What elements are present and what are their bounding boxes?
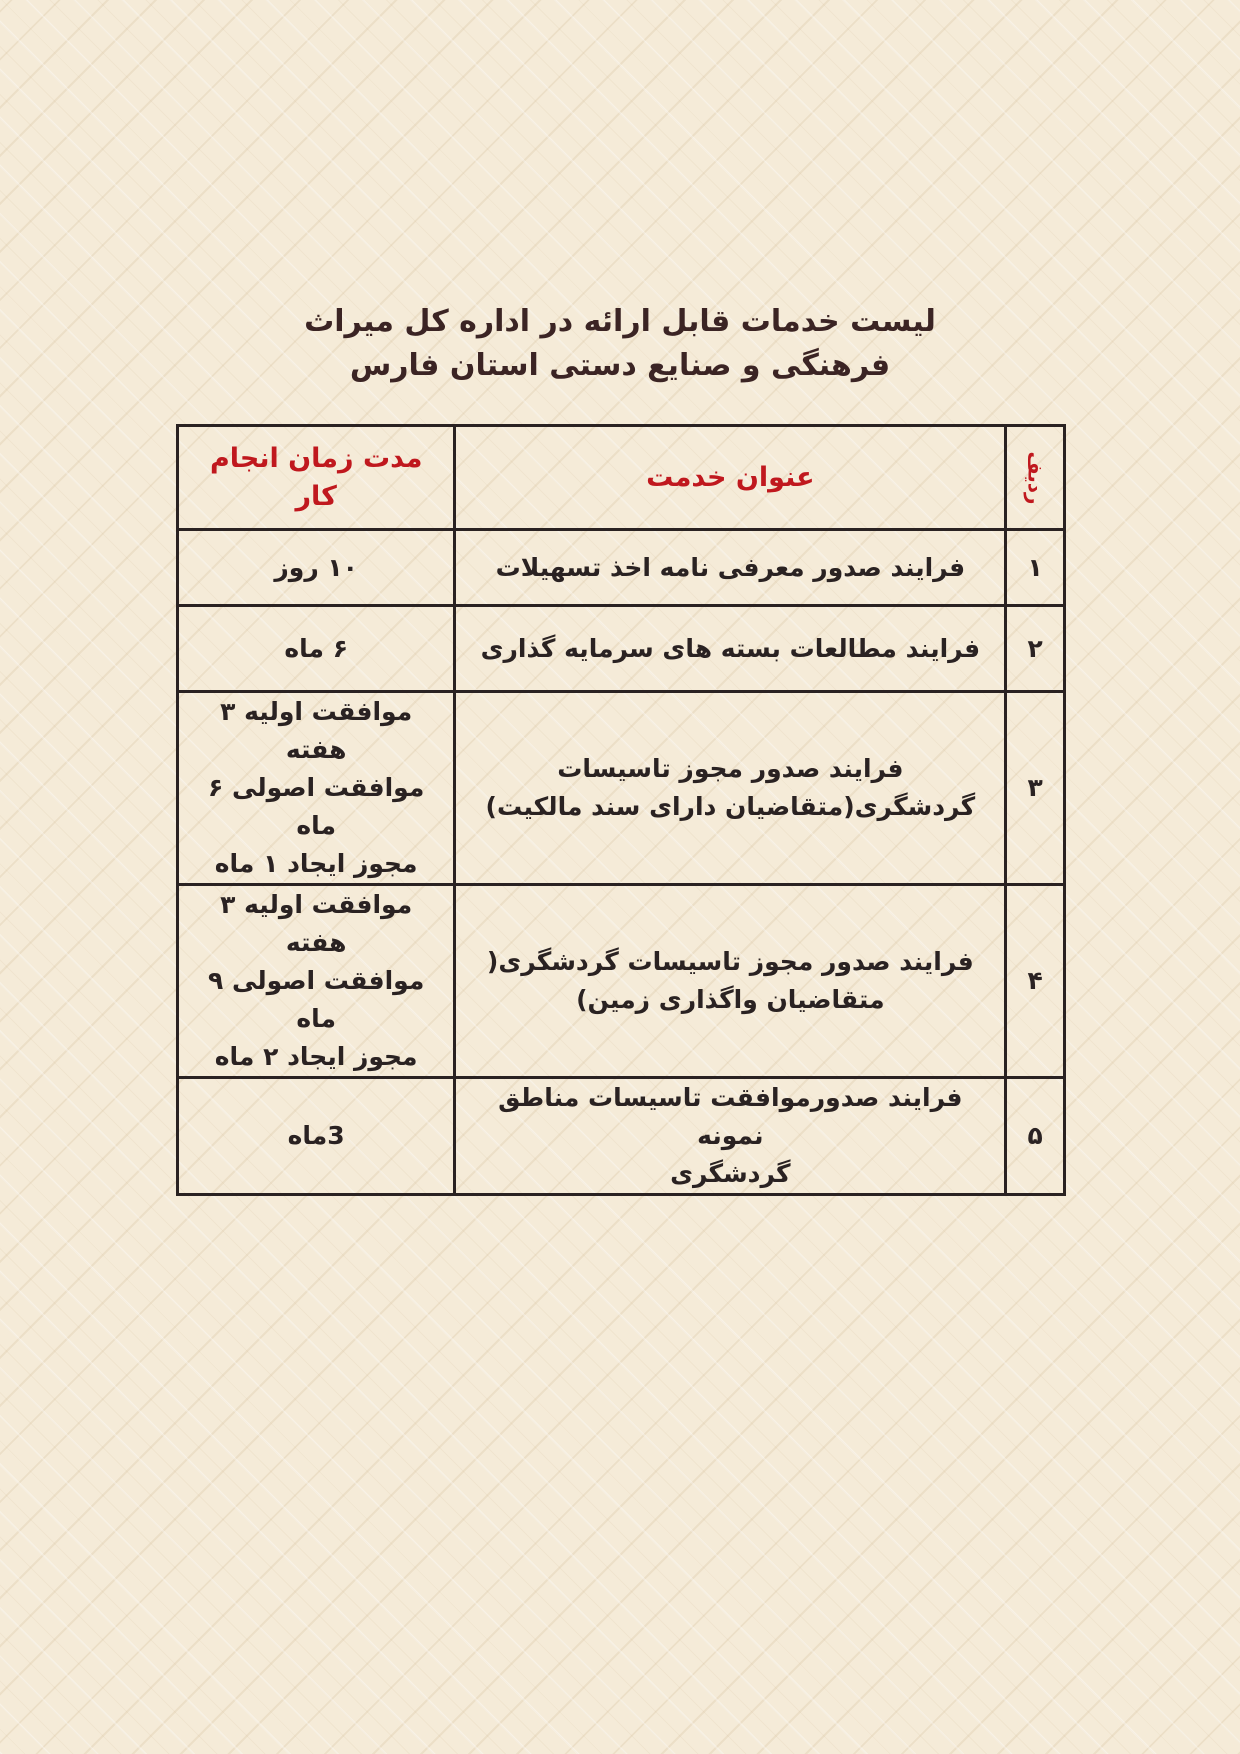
duration-line: موافقت اصولی ۶ ماه [208,773,425,840]
duration [178,606,455,692]
title-line-2: فرهنگی و صنایع دستی استان فارس [349,348,891,383]
row-number: ۴ [1006,885,1065,1078]
row-number: ۲ [1006,606,1065,692]
duration-line: مجوز ایجاد ۱ ماه [214,849,418,878]
service-title-line: فرایند صدور مجوز تاسیسات [557,754,904,783]
duration [178,692,455,885]
table-row [178,1078,1065,1195]
duration-line: ۱۰ روز [274,552,358,582]
service-title-line: فرایند صدور معرفی نامه اخذ تسهیلات [495,552,966,582]
service-title [455,1078,1006,1195]
duration-line: موافقت اصولی ۹ ماه [208,966,425,1033]
table-header-row [178,426,1065,530]
header-service-title: عنوان خدمت [455,426,1006,530]
service-title [455,530,1006,606]
row-number: ۳ [1006,692,1065,885]
header-row-number: ردیف [1006,426,1065,530]
service-title-line: گردشگری [670,1159,791,1188]
duration-line: 3ماه [287,1121,345,1150]
service-title [455,606,1006,692]
duration [178,530,455,606]
service-title-line: فرایند صدور مجوز تاسیسات گردشگری( [486,947,974,976]
duration-line: ۶ ماه [284,633,348,663]
table-row [178,530,1065,606]
title-line-1: لیست خدمات قابل ارائه در اداره کل میراث [304,304,936,339]
header-duration: مدت زمان انجام کار [178,426,455,530]
service-title-line: متقاضیان واگذاری زمین) [576,985,885,1014]
table-row [178,885,1065,1078]
service-title [455,692,1006,885]
row-number: ۱ [1006,530,1065,606]
service-title-line: فرایند صدورموافقت تاسیسات مناطق نمونه [498,1083,963,1150]
services-table [176,424,1066,1196]
service-title [455,885,1006,1078]
duration [178,1078,455,1195]
page-title [0,300,1240,388]
table-row [178,606,1065,692]
service-title-line: فرایند مطالعات بسته های سرمایه گذاری [480,633,981,663]
table-row [178,692,1065,885]
duration-line: مجوز ایجاد ۲ ماه [214,1042,418,1071]
duration-line: موافقت اولیه ۳ هفته [220,697,413,764]
duration-line: موافقت اولیه ۳ هفته [220,890,413,957]
service-title-line: گردشگری(متقاضیان دارای سند مالکیت) [485,792,976,821]
duration [178,885,455,1078]
row-number: ۵ [1006,1078,1065,1195]
